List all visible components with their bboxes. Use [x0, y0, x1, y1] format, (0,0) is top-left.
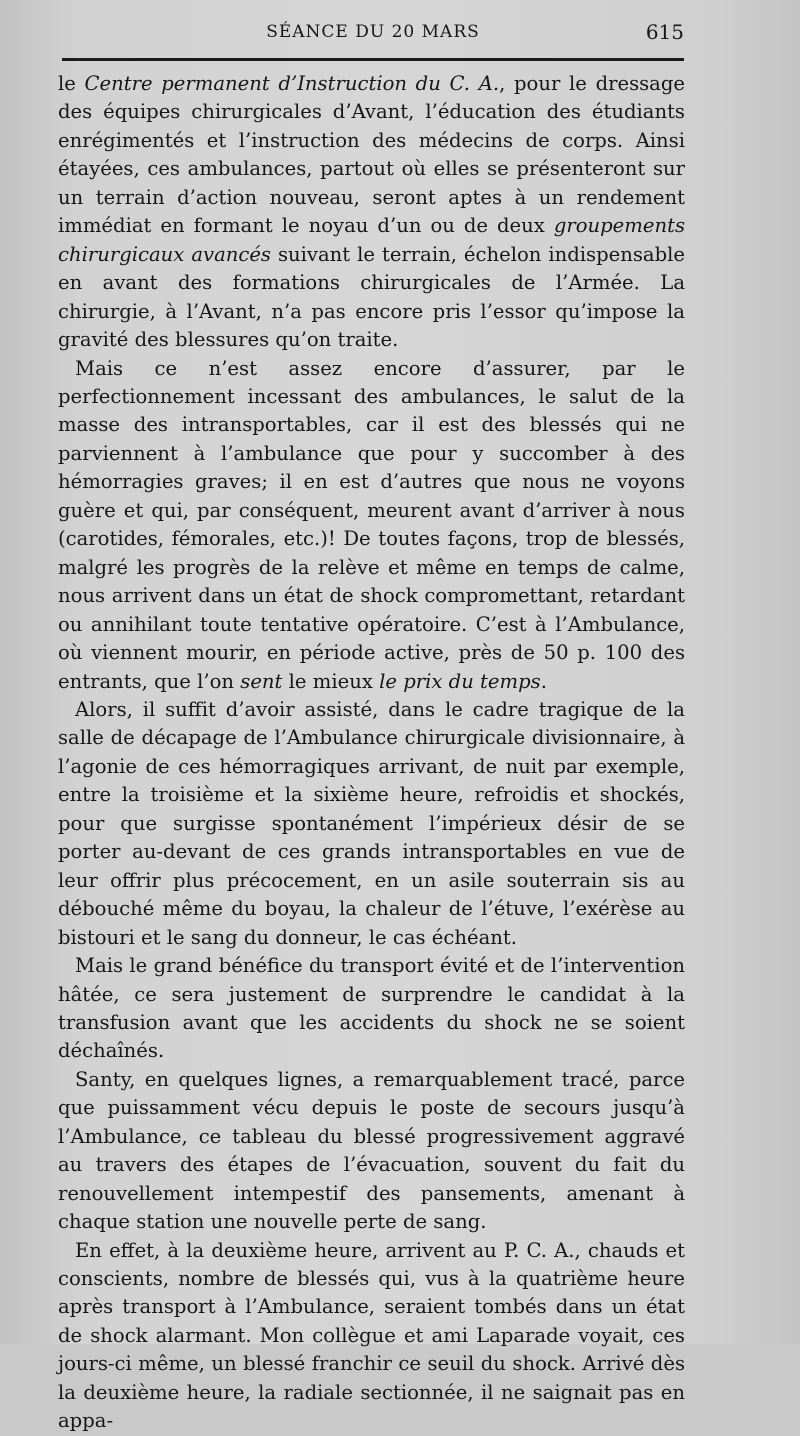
paragraph: [58, 1237, 685, 1436]
text-run: suivant le terrain, échelon indispensable en avant des formations chirurgicales de l’Armée. La chirurgie, à l’Avant, n’a pas encore pris l’essor qu’impose la gravité des blessures qu’on traite.: [58, 242, 685, 352]
text-run: Santy, en quelques lignes, a remarquablement tracé, parce que puissamment vécu depuis le poste de secours jusqu’à l’Ambulance, ce tableau du blessé progressivement aggravé au travers des étapes de l’évacuation, souvent du fait du renouvellement intempestif des pansements, amenant à chaque station une nouvelle perte de sang.: [58, 1067, 685, 1234]
header-rule: [62, 58, 684, 61]
text-run: le: [58, 72, 85, 95]
italic-text: sent: [240, 669, 283, 693]
italic-text: Centre permanent d’Instruction du C. A.: [84, 72, 500, 95]
paragraph: [58, 70, 685, 355]
page-number: 615: [645, 20, 684, 44]
text-run: En effet, à la deuxième heure, arrivent au P. C. A., chauds et conscients, nombre de blessés qui, vus à la quatrième heure après transport à l’Ambulance, seraient tombés dans un état de shock alarmant. Mon collègue et ami Laparade voyait, ces jours-ci même, un blessé franchir ce seuil du shock. Arrivé dès la deuxième heure, la radiale sectionnée, il ne saignait pas en appa-: [58, 1238, 685, 1433]
text-run: Mais ce n’est assez encore d’assurer, par le perfectionnement incessant des ambulances, le salut de la masse des intransportables, car il est des blessés qui ne parviennent à l’ambulance que pour y succomber à des hémorragies graves; il en est d’autres que nous ne voyons guère et qui, par conséquent, meurent avant d’arriver à nous (carotides, fémorales, etc.)! De toutes façons, trop de blessés, malgré les progrès de la relève et même en temps de calme, nous arrivent dans un état de shock compromettant, retardant ou annihilant toute tentative opératoire. C’est à l’Ambulance, où viennent mourir, en période active, près de 50 p. 100 des entrants, que l’on: [58, 356, 685, 693]
italic-text: le prix du temps: [379, 669, 541, 693]
running-title: SÉANCE DU 20 MARS: [266, 22, 480, 42]
text-run: le mieux: [282, 669, 380, 693]
body-text: [58, 70, 685, 1436]
paragraph: [58, 696, 685, 952]
text-run: Mais le grand bénéfice du transport évité et de l’intervention hâtée, ce sera justement de surprendre le candidat à la transfusion avant que les accidents du shock ne se soient déchaînés.: [58, 954, 685, 1063]
running-header: [62, 18, 684, 48]
paragraph: [58, 1066, 685, 1237]
text-run: Alors, il suffit d’avoir assisté, dans le cadre tragique de la salle de décapage de l’Ambulance chirurgicale divisionnaire, à l’agonie de ces hémorragiques arrivant, de nuit par exemple, entre la troisième et la sixième heure, refroidis et shockés, pour que surgisse spontanément l’impérieux désir de se porter au-devant de ces grands intransportables en vue de leur offrir plus précocement, en un asile souterrain sis au débouché même du boyau, la chaleur de l’étuve, l’exérèse au bistouri et le sang du donneur, le cas échéant.: [58, 697, 685, 949]
text-run: , pour le dressage des équipes chirurgicales d’Avant, l’éducation des étudiants enrégimentés et l’instruction des médecins de corps. Ainsi étayées, ces ambulances, partout où elles se présenteront sur un terrain d’action nouveau, seront aptes à un rendement immédiat en formant le noyau d’un ou de deux: [58, 72, 685, 238]
paragraph: [58, 355, 685, 696]
italic-text: groupements chirurgicaux avancés: [58, 214, 685, 266]
text-run: .: [540, 669, 547, 693]
paragraph: [58, 952, 685, 1066]
